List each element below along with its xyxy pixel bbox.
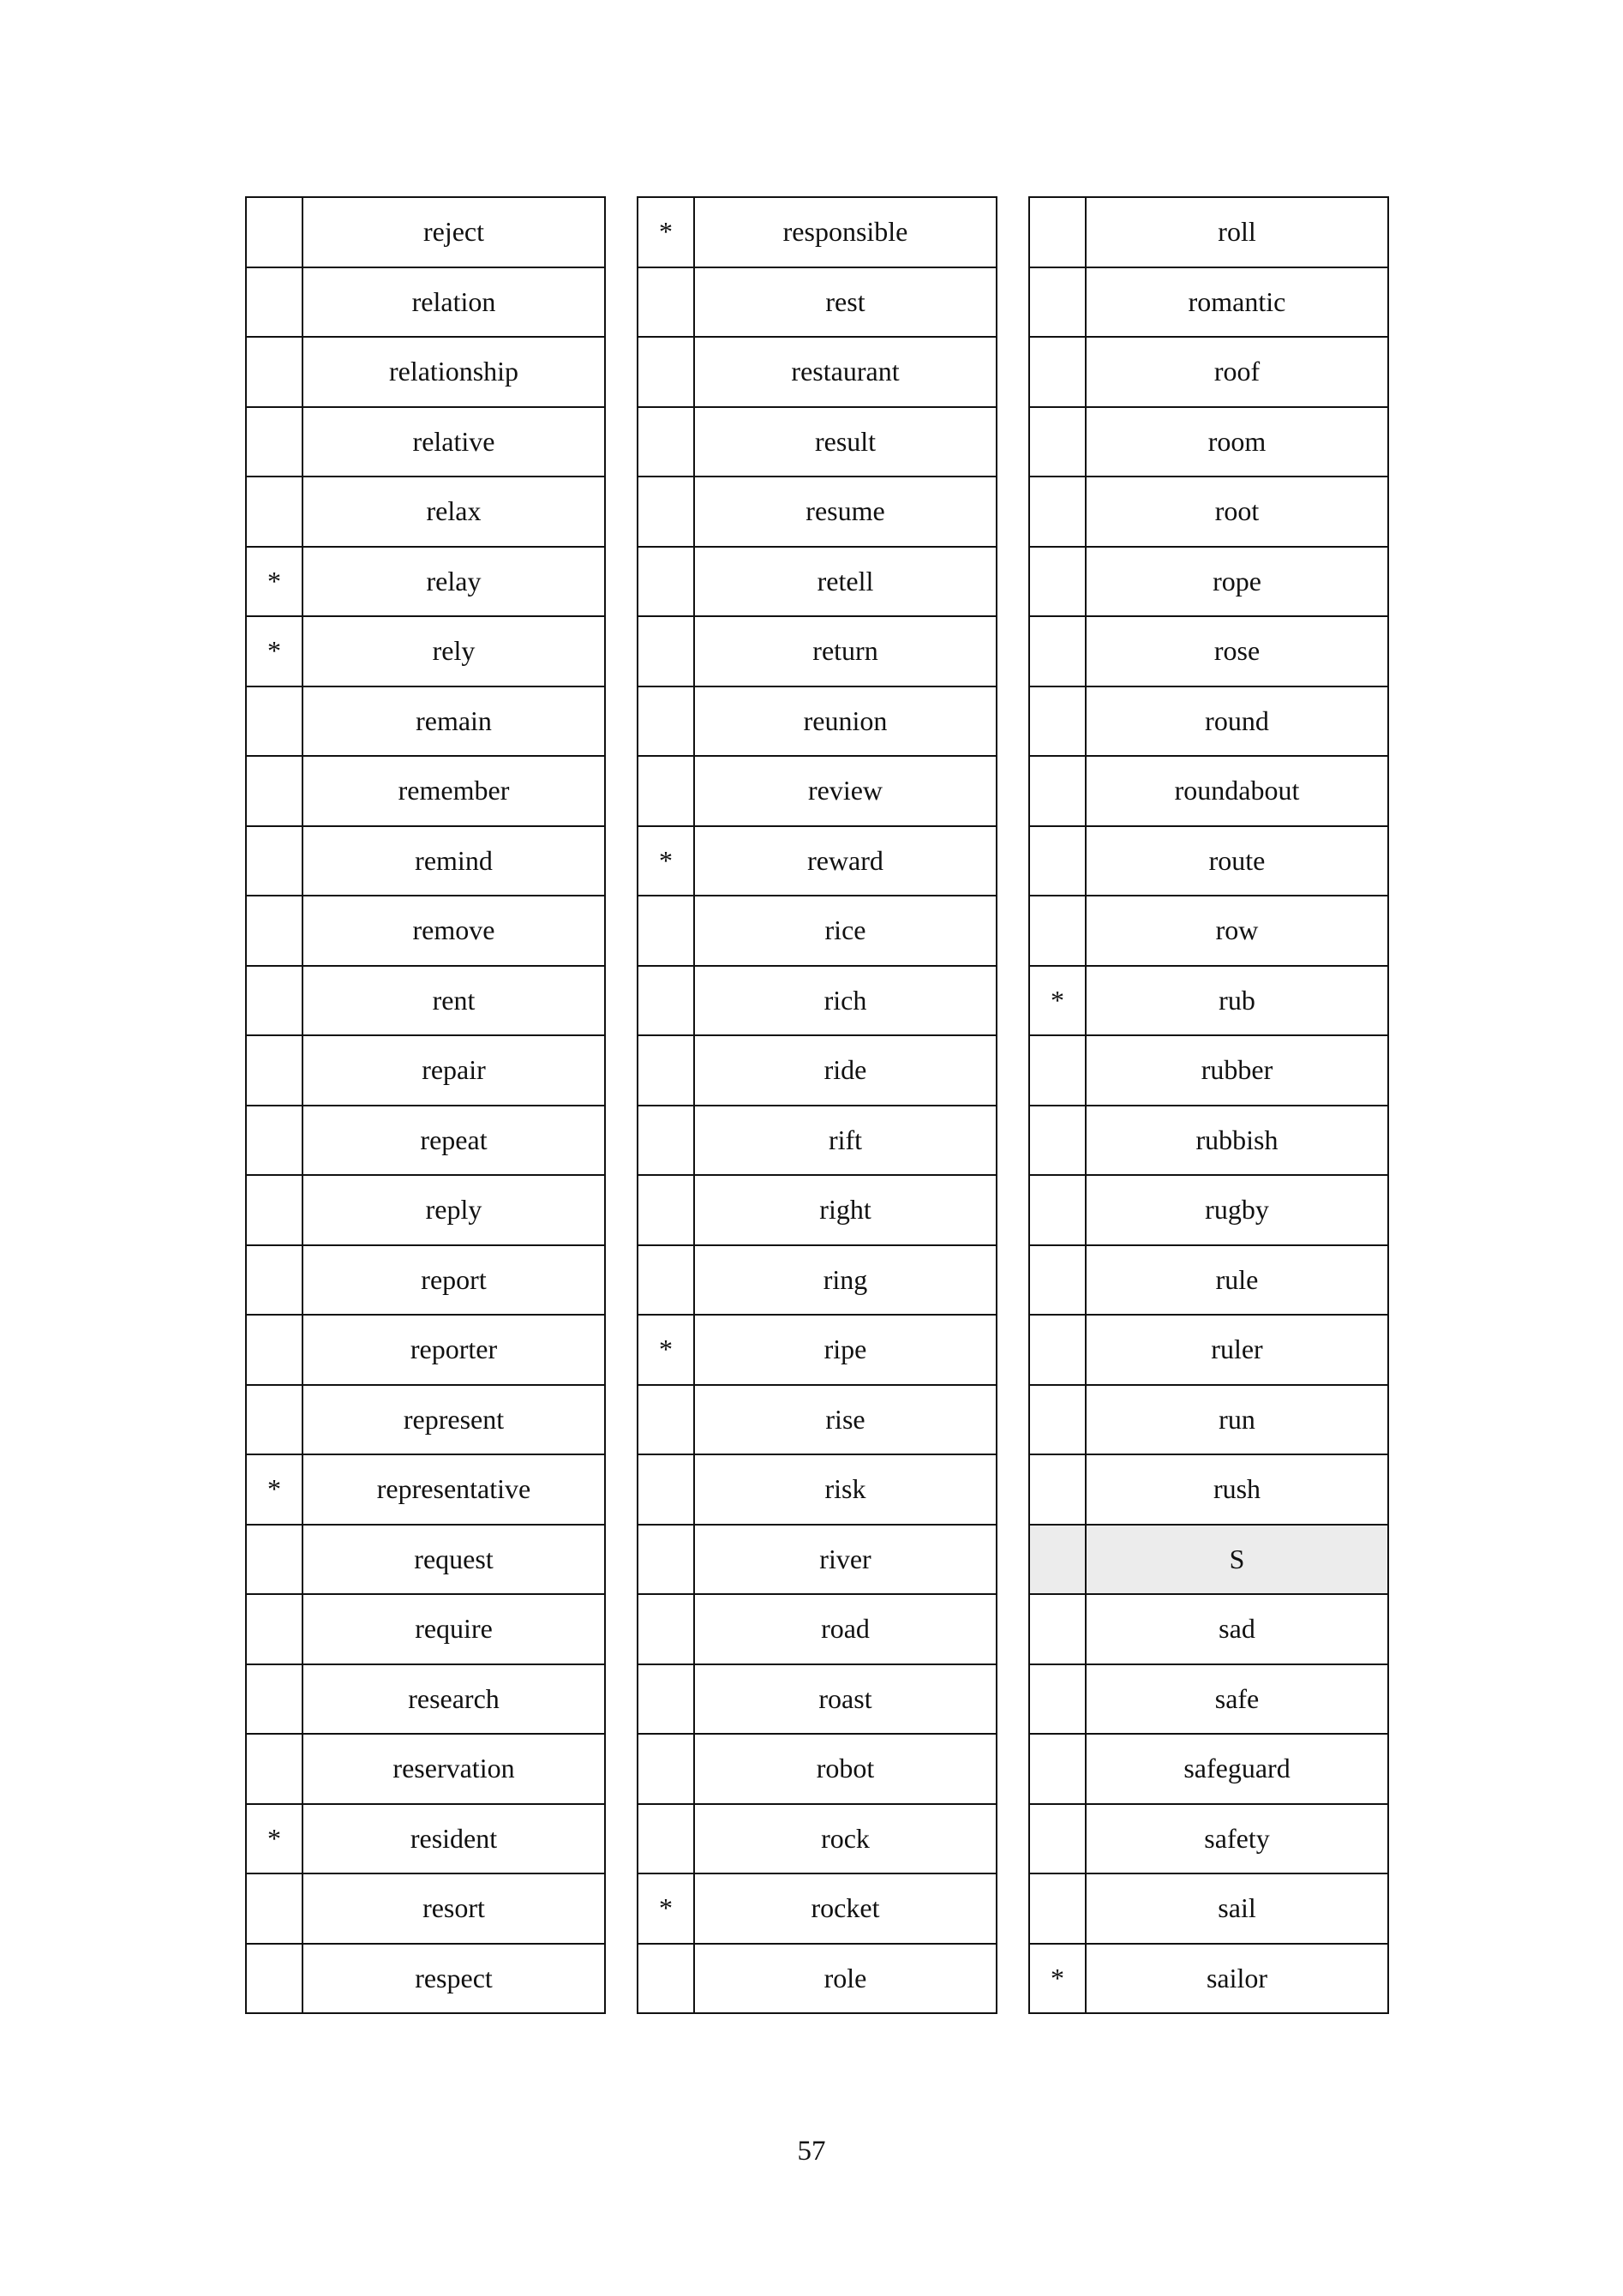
table-row [638,1385,997,1455]
word-cell: rush [1086,1454,1388,1525]
star-mark-cell [1029,1385,1086,1455]
table-row [246,896,605,966]
word-cell: rubber [1086,1035,1388,1106]
word-cell: rub [1086,966,1388,1036]
table-row [1029,1035,1388,1106]
table-row [246,267,605,338]
table-row [638,1594,997,1664]
word-cell: reply [302,1175,605,1245]
word-cell: robot [694,1734,997,1804]
star-mark-cell [638,267,694,338]
table-row [246,1804,605,1874]
star-mark-cell [246,966,302,1036]
star-mark-cell [246,267,302,338]
star-mark-cell [246,1873,302,1944]
star-mark-cell: * [246,1454,302,1525]
table-row [1029,1594,1388,1664]
word-cell: rocket [694,1873,997,1944]
word-cell: ride [694,1035,997,1106]
table-row [638,407,997,477]
table-row [638,477,997,547]
table-row [1029,1664,1388,1735]
star-mark-cell [638,477,694,547]
word-cell: relay [302,547,605,617]
word-cell: ripe [694,1315,997,1385]
star-mark-cell: * [1029,1944,1086,2014]
table-row [1029,1873,1388,1944]
star-mark-cell [638,1454,694,1525]
word-cell: role [694,1944,997,2014]
table-row [246,1035,605,1106]
word-cell: ring [694,1245,997,1316]
table-row [638,1873,997,1944]
word-cell: rely [302,616,605,686]
word-cell: root [1086,477,1388,547]
word-cell: research [302,1664,605,1735]
star-mark-cell [1029,1454,1086,1525]
table-row [246,1315,605,1385]
word-cell: rope [1086,547,1388,617]
word-cell: roundabout [1086,756,1388,826]
star-mark-cell [1029,337,1086,407]
star-mark-cell [638,407,694,477]
star-mark-cell [246,1175,302,1245]
star-mark-cell [638,1525,694,1595]
word-cell: room [1086,407,1388,477]
table-row [1029,686,1388,757]
star-mark-cell [246,1944,302,2014]
table-row [638,1245,997,1316]
table-row [638,1175,997,1245]
star-mark-cell [1029,407,1086,477]
table-row [246,616,605,686]
table-row [246,1664,605,1735]
table-row [1029,1315,1388,1385]
word-cell: repair [302,1035,605,1106]
star-mark-cell [246,197,302,267]
table-row [1029,896,1388,966]
word-cell: rice [694,896,997,966]
table-row [638,1035,997,1106]
star-mark-cell: * [246,616,302,686]
star-mark-cell [246,686,302,757]
word-table-3 [1028,196,1389,2014]
star-mark-cell [1029,1734,1086,1804]
word-cell: remind [302,826,605,896]
table-row [638,337,997,407]
word-cell: resume [694,477,997,547]
star-mark-cell [1029,1035,1086,1106]
word-table-1 [245,196,606,2014]
table-row [638,896,997,966]
star-mark-cell [1029,1594,1086,1664]
star-mark-cell [638,1035,694,1106]
word-cell: sailor [1086,1944,1388,2014]
table-row [246,756,605,826]
table-row [246,1873,605,1944]
star-mark-cell [1029,197,1086,267]
word-table-2 [637,196,997,2014]
table-row [246,1594,605,1664]
word-cell: ruler [1086,1315,1388,1385]
word-cell: restaurant [694,337,997,407]
star-mark-cell [638,616,694,686]
table-row [246,197,605,267]
table-row [638,686,997,757]
star-mark-cell [638,756,694,826]
star-mark-cell: * [638,197,694,267]
table-row [246,1734,605,1804]
word-cell: reporter [302,1315,605,1385]
word-cell: resident [302,1804,605,1874]
table-row [246,407,605,477]
word-cell: river [694,1525,997,1595]
star-mark-cell [638,1944,694,2014]
table-row [638,1106,997,1176]
star-mark-cell [246,1035,302,1106]
word-cell: roll [1086,197,1388,267]
word-cell: safety [1086,1804,1388,1874]
star-mark-cell [246,826,302,896]
word-cell: relation [302,267,605,338]
word-cell: representative [302,1454,605,1525]
table-row [638,616,997,686]
star-mark-cell [246,1385,302,1455]
table-row [1029,337,1388,407]
star-mark-cell [638,896,694,966]
table-row [246,1175,605,1245]
word-cell: represent [302,1385,605,1455]
star-mark-cell [638,337,694,407]
star-mark-cell [1029,756,1086,826]
word-cell: review [694,756,997,826]
star-mark-cell [1029,477,1086,547]
word-cell: row [1086,896,1388,966]
star-mark-cell: * [638,1873,694,1944]
table-row [638,1944,997,2014]
word-cell: rise [694,1385,997,1455]
word-cell: reunion [694,686,997,757]
star-mark-cell [638,1734,694,1804]
table-row [1029,966,1388,1036]
table-row [246,1525,605,1595]
word-cell: remove [302,896,605,966]
word-cell: rose [1086,616,1388,686]
table-row [246,1454,605,1525]
word-cell: responsible [694,197,997,267]
star-mark-cell: * [1029,966,1086,1036]
table-row [1029,1454,1388,1525]
word-cell: safeguard [1086,1734,1388,1804]
table-row [638,1525,997,1595]
word-cell: resort [302,1873,605,1944]
star-mark-cell [1029,1664,1086,1735]
word-cell: return [694,616,997,686]
word-cell: rift [694,1106,997,1176]
star-mark-cell: * [246,1804,302,1874]
word-cell: repeat [302,1106,605,1176]
word-cell: report [302,1245,605,1316]
table-row [1029,756,1388,826]
word-cell: remember [302,756,605,826]
star-mark-cell [246,477,302,547]
star-mark-cell [246,1594,302,1664]
word-cell: roast [694,1664,997,1735]
word-cell: reservation [302,1734,605,1804]
word-cell: rent [302,966,605,1036]
star-mark-cell [1029,1175,1086,1245]
table-row [246,1106,605,1176]
word-cell: reward [694,826,997,896]
page-number: 57 [797,2136,826,2167]
word-cell: rich [694,966,997,1036]
star-mark-cell [638,966,694,1036]
table-row [1029,1175,1388,1245]
word-cell: safe [1086,1664,1388,1735]
star-mark-cell [1029,547,1086,617]
table-row [1029,407,1388,477]
word-cell: require [302,1594,605,1664]
table-row [1029,1804,1388,1874]
star-mark-cell [638,1804,694,1874]
table-row [1029,197,1388,267]
word-cell: rock [694,1804,997,1874]
star-mark-cell [246,1525,302,1595]
table-row [638,966,997,1036]
star-mark-cell [1029,1525,1086,1595]
star-mark-cell: * [246,547,302,617]
word-cell: sad [1086,1594,1388,1664]
star-mark-cell [246,896,302,966]
word-cell: rest [694,267,997,338]
table-row [1029,616,1388,686]
table-row [246,1944,605,2014]
table-row [246,826,605,896]
word-cell: remain [302,686,605,757]
word-cell: respect [302,1944,605,2014]
table-row [246,1245,605,1316]
star-mark-cell [638,1245,694,1316]
table-row [246,547,605,617]
word-cell: road [694,1594,997,1664]
star-mark-cell [246,1664,302,1735]
word-cell: retell [694,547,997,617]
star-mark-cell: * [638,826,694,896]
word-cell: romantic [1086,267,1388,338]
star-mark-cell [246,407,302,477]
word-cell: right [694,1175,997,1245]
word-cell: result [694,407,997,477]
table-row [1029,1944,1388,2014]
word-cell: rule [1086,1245,1388,1316]
table-row [1029,1245,1388,1316]
word-cell: roof [1086,337,1388,407]
table-row [1029,267,1388,338]
star-mark-cell [638,1385,694,1455]
star-mark-cell [1029,1315,1086,1385]
word-cell: run [1086,1385,1388,1455]
word-cell: relationship [302,337,605,407]
star-mark-cell [1029,616,1086,686]
word-cell: route [1086,826,1388,896]
star-mark-cell [246,1106,302,1176]
table-row [638,197,997,267]
star-mark-cell [246,337,302,407]
table-row [246,337,605,407]
table-row [1029,1385,1388,1455]
table-row [246,477,605,547]
table-row [1029,477,1388,547]
word-cell: relax [302,477,605,547]
table-row [638,1734,997,1804]
star-mark-cell [638,1106,694,1176]
table-row [246,966,605,1036]
star-mark-cell: * [638,1315,694,1385]
word-cell: request [302,1525,605,1595]
star-mark-cell [638,1594,694,1664]
table-row [1029,1734,1388,1804]
table-row [1029,826,1388,896]
star-mark-cell [246,756,302,826]
table-row [638,267,997,338]
section-header-row [1029,1525,1388,1595]
table-row [638,1804,997,1874]
star-mark-cell [1029,826,1086,896]
table-row [1029,547,1388,617]
star-mark-cell [638,547,694,617]
star-mark-cell [1029,267,1086,338]
table-row [246,686,605,757]
star-mark-cell [246,1734,302,1804]
star-mark-cell [1029,1804,1086,1874]
word-cell: reject [302,197,605,267]
star-mark-cell [1029,1106,1086,1176]
word-cell: relative [302,407,605,477]
star-mark-cell [638,1175,694,1245]
table-row [1029,1106,1388,1176]
table-row [638,756,997,826]
star-mark-cell [1029,896,1086,966]
section-letter: S [1086,1525,1388,1595]
star-mark-cell [246,1315,302,1385]
word-cell: risk [694,1454,997,1525]
star-mark-cell [1029,1873,1086,1944]
table-row [638,826,997,896]
star-mark-cell [1029,686,1086,757]
word-cell: sail [1086,1873,1388,1944]
table-row [638,1454,997,1525]
table-row [638,1664,997,1735]
word-cell: round [1086,686,1388,757]
table-row [246,1385,605,1455]
word-cell: rugby [1086,1175,1388,1245]
star-mark-cell [638,1664,694,1735]
star-mark-cell [1029,1245,1086,1316]
star-mark-cell [638,686,694,757]
table-row [638,547,997,617]
star-mark-cell [246,1245,302,1316]
table-row [638,1315,997,1385]
word-cell: rubbish [1086,1106,1388,1176]
